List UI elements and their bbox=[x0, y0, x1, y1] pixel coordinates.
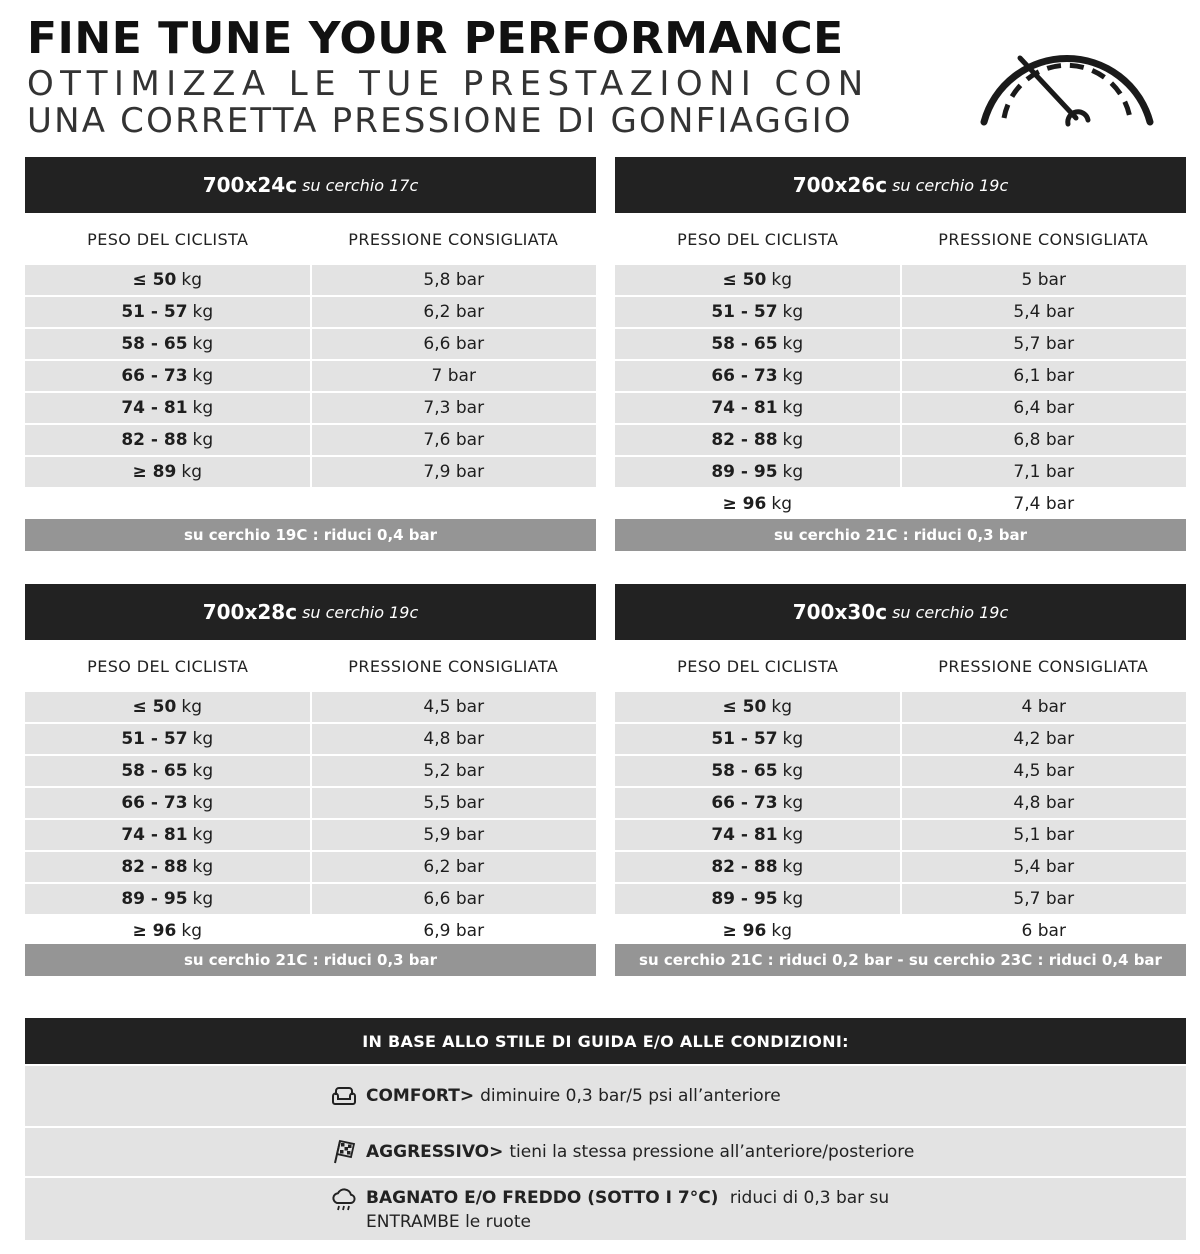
weight-cell bbox=[615, 724, 900, 754]
column-header-pressure: PRESSIONE CONSIGLIATA bbox=[938, 229, 1149, 249]
table-header bbox=[615, 157, 1186, 213]
weight-unit: kg bbox=[181, 270, 202, 290]
weight-cell bbox=[25, 425, 310, 455]
weight-unit: kg bbox=[771, 494, 792, 514]
pressure-cell: 7,3 bar bbox=[312, 393, 597, 423]
table-row bbox=[25, 788, 596, 818]
weight-cell bbox=[25, 724, 310, 754]
tip-aggressive bbox=[25, 1128, 1186, 1176]
weight-unit: kg bbox=[192, 761, 214, 781]
table-row bbox=[615, 329, 1186, 359]
weight-unit: kg bbox=[782, 430, 804, 450]
weight-cell bbox=[615, 852, 900, 882]
weight-cell bbox=[615, 756, 900, 786]
column-header-pressure: PRESSIONE CONSIGLIATA bbox=[938, 656, 1149, 676]
weight-range: ≥ 96 bbox=[132, 921, 177, 941]
rim-adjustment-note: su cerchio 21C : riduci 0,3 bar bbox=[615, 519, 1186, 551]
pressure-cell: 4,8 bar bbox=[902, 788, 1187, 818]
tire-size: 700x28c bbox=[202, 600, 298, 624]
weight-cell bbox=[615, 361, 900, 391]
table-row bbox=[615, 724, 1186, 754]
weight-cell bbox=[25, 756, 310, 786]
weight-unit: kg bbox=[192, 729, 214, 749]
weight-unit: kg bbox=[782, 761, 804, 781]
tip-comfort bbox=[25, 1066, 1186, 1126]
table-row bbox=[25, 916, 596, 946]
pressure-cell: 4,2 bar bbox=[902, 724, 1187, 754]
weight-unit: kg bbox=[782, 398, 804, 418]
table-header bbox=[25, 157, 596, 213]
table-row bbox=[25, 884, 596, 914]
table-row bbox=[615, 884, 1186, 914]
pressure-cell: 4 bar bbox=[902, 692, 1187, 722]
table-row bbox=[615, 788, 1186, 818]
table-row bbox=[615, 457, 1186, 487]
weight-cell bbox=[615, 916, 900, 946]
column-header-weight: PESO DEL CICLISTA bbox=[87, 229, 249, 249]
table-row bbox=[615, 265, 1186, 295]
pressure-table-700x30c bbox=[615, 584, 1186, 977]
weight-cell bbox=[25, 884, 310, 914]
pressure-table-700x24c bbox=[25, 157, 596, 551]
weight-range: 51 - 57 bbox=[121, 729, 188, 749]
weight-cell bbox=[25, 692, 310, 722]
rim-size: su cerchio 19c bbox=[892, 602, 1009, 622]
weight-cell bbox=[615, 788, 900, 818]
pressure-cell: 5,7 bar bbox=[902, 329, 1187, 359]
table-row bbox=[615, 852, 1186, 882]
pressure-cell: 7,9 bar bbox=[312, 457, 597, 487]
rim-size: su cerchio 19c bbox=[892, 175, 1009, 195]
weight-unit: kg bbox=[192, 302, 214, 322]
pressure-cell: 5,2 bar bbox=[312, 756, 597, 786]
weight-unit: kg bbox=[771, 697, 792, 717]
tire-size: 700x26c bbox=[792, 173, 888, 197]
page-header bbox=[27, 12, 957, 140]
weight-unit: kg bbox=[192, 793, 214, 813]
pressure-cell: 7,6 bar bbox=[312, 425, 597, 455]
weight-range: 89 - 95 bbox=[711, 462, 778, 482]
tip-text: riduci di 0,3 bar su bbox=[729, 1188, 890, 1208]
weight-unit: kg bbox=[192, 366, 214, 386]
weight-cell bbox=[25, 852, 310, 882]
pressure-cell: 5,8 bar bbox=[312, 265, 597, 295]
pressure-cell: 6,6 bar bbox=[312, 329, 597, 359]
table-row bbox=[615, 489, 1186, 519]
weight-unit: kg bbox=[192, 889, 214, 909]
armchair-icon bbox=[330, 1082, 358, 1110]
pressure-cell: 6 bar bbox=[1021, 921, 1066, 941]
weight-cell bbox=[25, 788, 310, 818]
table-row bbox=[25, 425, 596, 455]
rim-adjustment-note: su cerchio 19C : riduci 0,4 bar bbox=[25, 519, 596, 551]
pressure-cell: 5,5 bar bbox=[312, 788, 597, 818]
pressure-cell: 5,1 bar bbox=[902, 820, 1187, 850]
riding-conditions-panel bbox=[25, 1018, 1186, 1240]
tip-label: AGGRESSIVO> bbox=[366, 1142, 504, 1162]
weight-cell bbox=[615, 393, 900, 423]
weight-range: 89 - 95 bbox=[121, 889, 188, 909]
tip-text: diminuire 0,3 bar/5 psi all’anteriore bbox=[480, 1086, 781, 1106]
weight-cell bbox=[615, 297, 900, 327]
conditions-heading: IN BASE ALLO STILE DI GUIDA E/O ALLE CONDIZIONI: bbox=[25, 1018, 1186, 1064]
weight-cell bbox=[25, 916, 310, 946]
tip-label: COMFORT> bbox=[366, 1086, 475, 1106]
weight-range: 74 - 81 bbox=[711, 398, 778, 418]
page-title: FINE TUNE YOUR PERFORMANCE bbox=[27, 13, 844, 64]
weight-unit: kg bbox=[181, 462, 202, 482]
pressure-cell: 6,8 bar bbox=[902, 425, 1187, 455]
weight-unit: kg bbox=[782, 302, 804, 322]
weight-range: 89 - 95 bbox=[711, 889, 778, 909]
weight-range: 58 - 65 bbox=[711, 761, 778, 781]
pressure-cell: 6,2 bar bbox=[312, 852, 597, 882]
weight-unit: kg bbox=[782, 889, 804, 909]
weight-unit: kg bbox=[782, 825, 804, 845]
weight-range: 66 - 73 bbox=[711, 793, 778, 813]
weight-cell bbox=[25, 329, 310, 359]
tip-text-continued: ENTRAMBE le ruote bbox=[366, 1212, 531, 1232]
weight-unit: kg bbox=[782, 334, 804, 354]
table-row bbox=[25, 852, 596, 882]
weight-unit: kg bbox=[782, 729, 804, 749]
table-row bbox=[25, 724, 596, 754]
weight-unit: kg bbox=[192, 857, 214, 877]
weight-range: 74 - 81 bbox=[711, 825, 778, 845]
column-header-pressure: PRESSIONE CONSIGLIATA bbox=[348, 229, 559, 249]
weight-range: ≥ 96 bbox=[722, 921, 767, 941]
speedometer-icon bbox=[972, 14, 1162, 132]
pressure-cell: 4,8 bar bbox=[312, 724, 597, 754]
weight-unit: kg bbox=[192, 334, 214, 354]
table-header bbox=[615, 584, 1186, 640]
pressure-cell: 6,9 bar bbox=[423, 921, 485, 941]
checkered-flag-icon bbox=[330, 1138, 358, 1166]
weight-range: ≤ 50 bbox=[722, 697, 767, 717]
rim-size: su cerchio 19c bbox=[302, 602, 419, 622]
table-row bbox=[615, 692, 1186, 722]
weight-range: 51 - 57 bbox=[121, 302, 188, 322]
table-row bbox=[25, 329, 596, 359]
weight-range: 58 - 65 bbox=[121, 761, 188, 781]
weight-cell bbox=[25, 393, 310, 423]
table-row bbox=[25, 820, 596, 850]
weight-cell bbox=[615, 457, 900, 487]
pressure-cell: 7,4 bar bbox=[1013, 494, 1075, 514]
table-row bbox=[615, 361, 1186, 391]
table-row bbox=[615, 393, 1186, 423]
table-row bbox=[25, 692, 596, 722]
weight-unit: kg bbox=[192, 398, 214, 418]
weight-cell bbox=[25, 361, 310, 391]
weight-range: 82 - 88 bbox=[121, 430, 188, 450]
weight-cell bbox=[615, 489, 900, 519]
weight-unit: kg bbox=[782, 793, 804, 813]
weight-range: ≥ 96 bbox=[722, 494, 767, 514]
table-row bbox=[25, 457, 596, 487]
weight-unit: kg bbox=[181, 697, 202, 717]
column-header-weight: PESO DEL CICLISTA bbox=[677, 229, 839, 249]
pressure-cell: 5,9 bar bbox=[312, 820, 597, 850]
rim-size: su cerchio 17c bbox=[302, 175, 419, 195]
weight-range: ≤ 50 bbox=[722, 270, 767, 290]
weight-range: 51 - 57 bbox=[711, 729, 778, 749]
pressure-cell: 6,6 bar bbox=[312, 884, 597, 914]
weight-range: 82 - 88 bbox=[711, 857, 778, 877]
table-row bbox=[615, 916, 1186, 946]
weight-range: 66 - 73 bbox=[711, 366, 778, 386]
pressure-cell: 7,1 bar bbox=[902, 457, 1187, 487]
weight-range: 66 - 73 bbox=[121, 793, 188, 813]
pressure-cell: 7 bar bbox=[312, 361, 597, 391]
column-header-pressure: PRESSIONE CONSIGLIATA bbox=[348, 656, 559, 676]
weight-range: 74 - 81 bbox=[121, 398, 188, 418]
weight-cell bbox=[25, 265, 310, 295]
weight-unit: kg bbox=[192, 430, 214, 450]
pressure-cell: 6,2 bar bbox=[312, 297, 597, 327]
weight-range: 74 - 81 bbox=[121, 825, 188, 845]
weight-range: 82 - 88 bbox=[121, 857, 188, 877]
weight-cell bbox=[615, 820, 900, 850]
pressure-cell: 5 bar bbox=[902, 265, 1187, 295]
pressure-table-700x26c bbox=[615, 157, 1186, 551]
table-row bbox=[25, 361, 596, 391]
weight-range: ≤ 50 bbox=[132, 270, 177, 290]
page-subtitle-line2: UNA CORRETTA PRESSIONE DI GONFIAGGIO bbox=[27, 101, 853, 141]
weight-range: 66 - 73 bbox=[121, 366, 188, 386]
pressure-table-700x28c bbox=[25, 584, 596, 977]
pressure-cell: 4,5 bar bbox=[312, 692, 597, 722]
weight-unit: kg bbox=[782, 857, 804, 877]
table-row bbox=[615, 425, 1186, 455]
tire-size: 700x24c bbox=[202, 173, 298, 197]
weight-unit: kg bbox=[771, 270, 792, 290]
weight-range: 58 - 65 bbox=[711, 334, 778, 354]
weight-unit: kg bbox=[192, 825, 214, 845]
table-row bbox=[615, 820, 1186, 850]
pressure-cell: 4,5 bar bbox=[902, 756, 1187, 786]
tire-size: 700x30c bbox=[792, 600, 888, 624]
weight-unit: kg bbox=[181, 921, 202, 941]
weight-unit: kg bbox=[782, 366, 804, 386]
table-row bbox=[615, 297, 1186, 327]
weight-range: ≥ 89 bbox=[132, 462, 177, 482]
pressure-cell: 5,4 bar bbox=[902, 297, 1187, 327]
weight-range: 82 - 88 bbox=[711, 430, 778, 450]
table-row bbox=[25, 393, 596, 423]
weight-range: 58 - 65 bbox=[121, 334, 188, 354]
weight-cell bbox=[615, 425, 900, 455]
table-row bbox=[25, 297, 596, 327]
weight-cell bbox=[25, 457, 310, 487]
pressure-cell: 5,7 bar bbox=[902, 884, 1187, 914]
rim-adjustment-note: su cerchio 21C : riduci 0,2 bar - su cerchio 23C : riduci 0,4 bar bbox=[615, 944, 1186, 976]
pressure-cell: 6,1 bar bbox=[902, 361, 1187, 391]
column-header-weight: PESO DEL CICLISTA bbox=[87, 656, 249, 676]
cloud-rain-icon bbox=[330, 1186, 358, 1214]
tip-label: BAGNATO E/O FREDDO (SOTTO I 7°C) bbox=[366, 1188, 719, 1208]
weight-cell bbox=[25, 820, 310, 850]
column-header-weight: PESO DEL CICLISTA bbox=[677, 656, 839, 676]
table-header bbox=[25, 584, 596, 640]
tip-wet-cold bbox=[25, 1178, 1186, 1240]
weight-cell bbox=[615, 692, 900, 722]
rim-adjustment-note: su cerchio 21C : riduci 0,3 bar bbox=[25, 944, 596, 976]
table-row bbox=[615, 756, 1186, 786]
weight-cell bbox=[615, 265, 900, 295]
weight-cell bbox=[615, 884, 900, 914]
weight-cell bbox=[25, 297, 310, 327]
weight-range: 51 - 57 bbox=[711, 302, 778, 322]
weight-unit: kg bbox=[782, 462, 804, 482]
weight-unit: kg bbox=[771, 921, 792, 941]
weight-cell bbox=[615, 329, 900, 359]
table-row bbox=[25, 265, 596, 295]
pressure-cell: 5,4 bar bbox=[902, 852, 1187, 882]
tip-text: tieni la stessa pressione all’anteriore/posteriore bbox=[509, 1142, 915, 1162]
pressure-cell: 6,4 bar bbox=[902, 393, 1187, 423]
table-row bbox=[25, 756, 596, 786]
page-subtitle-line1: OTTIMIZZA LE TUE PRESTAZIONI CON bbox=[27, 64, 870, 104]
weight-range: ≤ 50 bbox=[132, 697, 177, 717]
